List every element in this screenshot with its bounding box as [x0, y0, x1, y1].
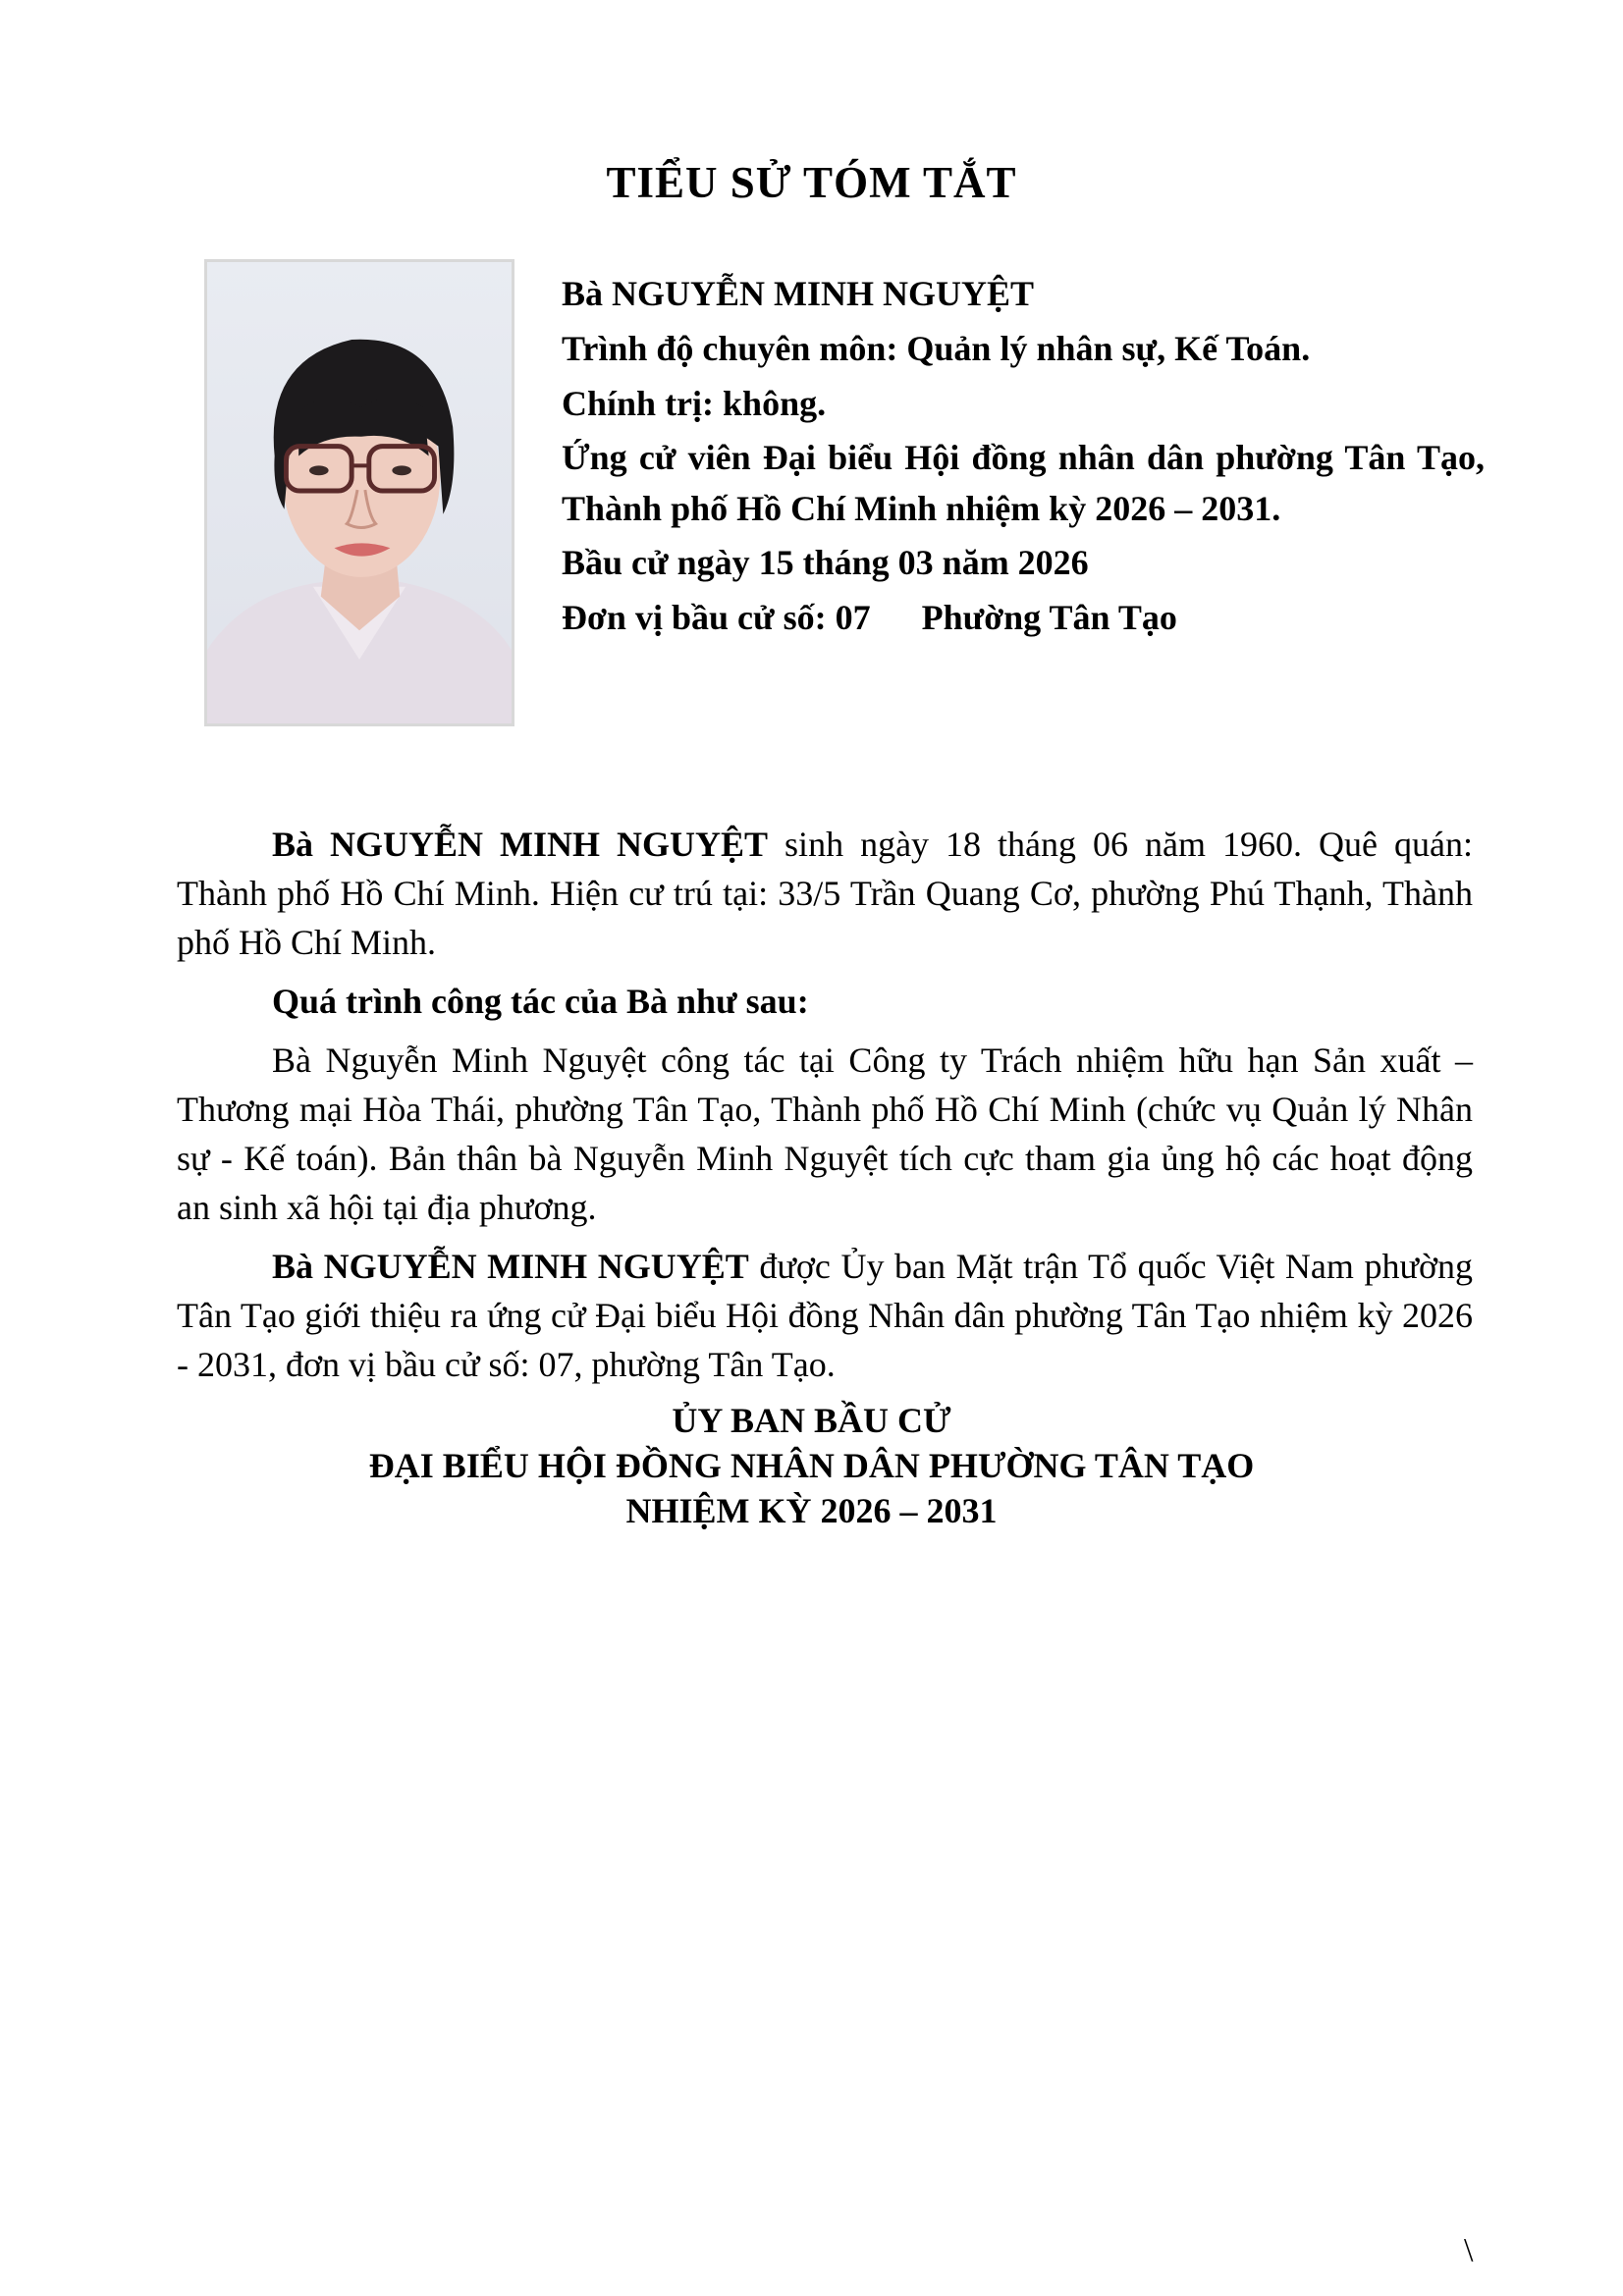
- qualification: Trình độ chuyên môn: Quản lý nhân sự, Kế Toán.: [562, 329, 1311, 368]
- paragraph-work: Bà Nguyễn Minh Nguyệt công tác tại Công ty Trách nhiệm hữu hạn Sản xuất – Thương mại Hòa Thái, phường Tân Tạo, Thành phố Hồ Chí Minh (chức vụ Quản lý Nhân sự - Kế toán). Bản thân bà Nguyễn Minh Nguyệt tích cực tham gia ủng hộ các hoạt động an sinh xã hội tại địa phương.: [177, 1041, 1473, 1227]
- portrait-photo-icon: [207, 262, 512, 723]
- ward: Phường Tân Tạo: [921, 598, 1177, 637]
- paragraph-nomination: [177, 1242, 1473, 1389]
- signature-line-2: ĐẠI BIỂU HỘI ĐỒNG NHÂN DÂN PHƯỜNG TÂN TẠO: [368, 1446, 1255, 1485]
- constituency: Đơn vị bầu cử số: 07: [562, 598, 871, 637]
- constituency-line: [562, 591, 1485, 644]
- work-heading: Quá trình công tác của Bà như sau:: [272, 982, 809, 1021]
- candidacy: Ứng cử viên Đại biểu Hội đồng nhân dân phường Tân Tạo, Thành phố Hồ Chí Minh nhiệm kỳ 2026 – 2031.: [562, 438, 1485, 528]
- page-mark: \: [1464, 2232, 1474, 2269]
- candidate-name: Bà NGUYỄN MINH NGUYỆT: [562, 274, 1035, 313]
- signature-block: [0, 1398, 1623, 1533]
- paragraph-birth-text: sinh ngày 18 tháng 06 năm 1960. Quê quán: Thành phố Hồ Chí Minh. Hiện cư trú tại: 33/5 Trần Quang Cơ, phường Phú Thạnh, Thành phố Hồ Chí Minh.: [177, 825, 1473, 962]
- paragraph-nomination-text: được Ủy ban Mặt trận Tổ quốc Việt Nam phường Tân Tạo giới thiệu ra ứng cử Đại biểu Hội đồng Nhân dân phường Tân Tạo nhiệm kỳ 2026 - 2031, đơn vị bầu cử số: 07, phường Tân Tạo.: [177, 1247, 1473, 1384]
- paragraph-birth: [177, 820, 1473, 967]
- portrait-photo: [204, 259, 514, 726]
- nominee-name: Bà NGUYỄN MINH NGUYỆT: [272, 1247, 749, 1286]
- document-title: TIỂU SỬ TÓM TẮT: [606, 158, 1017, 207]
- election-date: Bầu cử ngày 15 tháng 03 năm 2026: [562, 543, 1089, 582]
- profile-summary: [562, 267, 1485, 644]
- signature-line-3: NHIỆM KỲ 2026 – 2031: [625, 1491, 998, 1530]
- biography-body: [177, 820, 1473, 1399]
- political-status: Chính trị: không.: [562, 384, 827, 423]
- signature-line-1: ỦY BAN BẦU CỬ: [672, 1401, 951, 1440]
- bio-name: Bà NGUYỄN MINH NGUYỆT: [272, 825, 769, 864]
